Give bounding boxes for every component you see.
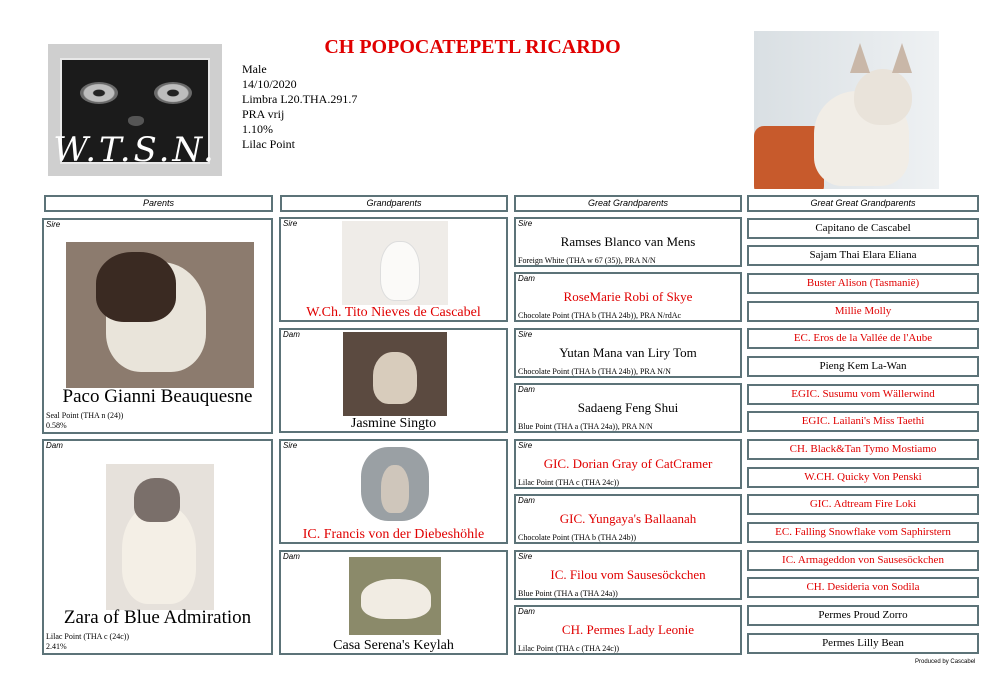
dam-photo (106, 464, 214, 610)
logo-nose-icon (128, 116, 144, 126)
ggp-name: Capitano de Cascabel (815, 222, 911, 234)
great-grandparent-detail: Chocolate Point (THA b (THA 24b)) (518, 533, 636, 542)
header-parents: Parents (44, 195, 273, 212)
ggp-name: CH. Desideria von Sodila (806, 581, 920, 593)
role-label: Dam (46, 441, 63, 450)
ggp-name: EGIC. Lailani's Miss Taethi (801, 415, 925, 427)
great-great-grandparent-box[interactable] (747, 633, 979, 654)
grandparent-box[interactable] (279, 550, 508, 655)
grandparent-name: IC. Francis von der Diebeshöhle (302, 527, 485, 542)
great-grandparent-detail: Blue Point (THA a (THA 24a)), PRA N/N (518, 422, 653, 431)
ggp-name: Sajam Thai Elara Eliana (809, 249, 917, 261)
cat-ear (850, 43, 870, 73)
great-great-grandparent-box[interactable] (747, 301, 979, 322)
ggp-name: EC. Falling Snowflake vom Saphirstern (775, 526, 951, 538)
cat-sex: Male (242, 62, 267, 76)
logo-text: W.T.S.N. (53, 130, 217, 170)
great-great-grandparent-box[interactable] (747, 494, 979, 515)
ggp-name: Millie Molly (834, 305, 892, 317)
great-grandparent-name: GIC. Yungaya's Ballaanah (559, 511, 697, 526)
header-great-great-grandparents: Great Great Grandparents (747, 195, 979, 212)
role-label: Dam (518, 607, 535, 616)
great-grandparent-box[interactable] (514, 383, 742, 433)
dam-percent: 2.41% (46, 642, 67, 651)
dam-name: Zara of Blue Admiration (63, 607, 252, 628)
great-grandparent-detail: Blue Point (THA a (THA 24a)) (518, 589, 618, 598)
role-label: Sire (518, 330, 533, 339)
header-grandparents: Grandparents (280, 195, 508, 212)
great-great-grandparent-box[interactable] (747, 218, 979, 239)
role-label: Dam (518, 496, 535, 505)
header-great-grandparents: Great Grandparents (514, 195, 742, 212)
great-grandparent-detail: Lilac Point (THA c (THA 24c)) (518, 478, 620, 487)
grandparent-photo (361, 447, 429, 521)
logo-left-eye-icon (80, 82, 118, 104)
role-label: Sire (283, 441, 298, 450)
cat-color: Lilac Point (242, 137, 295, 151)
grandparent-box[interactable] (279, 217, 508, 322)
great-grandparent-name: Ramses Blanco van Mens (560, 234, 696, 249)
role-label: Sire (518, 441, 533, 450)
great-great-grandparent-box[interactable] (747, 439, 979, 460)
great-grandparent-detail: Lilac Point (THA c (THA 24c)) (518, 644, 620, 653)
great-grandparent-name: RoseMarie Robi of Skye (563, 289, 693, 304)
great-great-grandparent-box[interactable] (747, 356, 979, 377)
great-grandparent-name: Yutan Mana van Liry Tom (559, 345, 697, 360)
cat-ear (892, 43, 912, 73)
great-grandparent-detail: Foreign White (THA w 67 (35)), PRA N/N (518, 256, 656, 265)
great-great-grandparent-box[interactable] (747, 522, 979, 543)
role-label: Dam (283, 330, 300, 339)
sire-photo (66, 242, 254, 388)
great-grandparent-box[interactable] (514, 550, 742, 600)
role-label: Dam (518, 274, 535, 283)
grandparent-photo (343, 332, 447, 416)
grandparent-photo (342, 221, 448, 305)
ggp-name: W.CH. Quicky Von Penski (804, 471, 922, 483)
great-grandparent-box[interactable] (514, 605, 742, 655)
role-label: Dam (518, 385, 535, 394)
role-label: Sire (518, 219, 533, 228)
cat-name-title: CH POPOCATEPETL RICARDO (324, 36, 621, 58)
great-grandparent-name: IC. Filou vom Sausesöckchen (550, 567, 706, 582)
great-great-grandparent-box[interactable] (747, 245, 979, 266)
ggp-name: EGIC. Susumu vom Wällerwind (791, 388, 935, 400)
great-great-grandparent-box[interactable] (747, 273, 979, 294)
parent-dam-box[interactable] (42, 439, 273, 655)
ggp-name: Permes Proud Zorro (818, 609, 908, 621)
role-label: Sire (283, 219, 298, 228)
great-great-grandparent-box[interactable] (747, 550, 979, 571)
great-grandparent-box[interactable] (514, 272, 742, 322)
great-grandparent-name: Sadaeng Feng Shui (577, 400, 679, 415)
main-cat-photo (754, 31, 939, 189)
great-grandparent-detail: Chocolate Point (THA b (THA 24b)), PRA N/N (518, 367, 671, 376)
cat-info (242, 62, 357, 152)
parent-sire-box[interactable] (42, 218, 273, 434)
great-grandparent-name: CH. Permes Lady Leonie (561, 622, 695, 637)
great-grandparent-box[interactable] (514, 217, 742, 267)
great-great-grandparent-box[interactable] (747, 384, 979, 405)
grandparent-photo (349, 557, 441, 635)
role-label: Sire (518, 552, 533, 561)
great-great-grandparent-box[interactable] (747, 577, 979, 598)
ggp-name: EC. Eros de la Vallée de l'Aube (793, 332, 933, 344)
role-label: Sire (46, 220, 61, 229)
great-grandparent-box[interactable] (514, 494, 742, 544)
cat-birthdate: 14/10/2020 (242, 77, 297, 91)
ggp-name: Buster Alison (Tasmanië) (806, 277, 920, 289)
ggp-name: Pieng Kem La-Wan (819, 360, 907, 372)
great-grandparent-box[interactable] (514, 439, 742, 489)
footer-credit: Produced by Cascabel (915, 659, 976, 665)
ggp-name: CH. Black&Tan Tymo Mostiamo (789, 443, 937, 455)
grandparent-name: Jasmine Singto (350, 416, 437, 431)
ggp-name: IC. Armageddon von Sausesöckchen (782, 554, 944, 566)
great-great-grandparent-box[interactable] (747, 605, 979, 626)
great-grandparent-detail: Chocolate Point (THA b (THA 24b)), PRA N/rdAc (518, 311, 682, 320)
wtsn-logo (48, 44, 222, 176)
ggp-name: Permes Lilly Bean (822, 637, 904, 649)
cat-pra: PRA vrij (242, 107, 285, 121)
grandparent-box[interactable] (279, 328, 508, 433)
great-great-grandparent-box[interactable] (747, 328, 979, 349)
cat-head (854, 69, 912, 125)
logo-right-eye-icon (154, 82, 192, 104)
cat-registration: Limbra L20.THA.291.7 (242, 92, 358, 106)
grandparent-name: Casa Serena's Keylah (333, 638, 454, 653)
sire-percent: 0.58% (46, 421, 67, 430)
cat-inbreeding: 1.10% (242, 122, 273, 136)
grandparent-name: W.Ch. Tito Nieves de Cascabel (306, 305, 481, 320)
role-label: Dam (283, 552, 300, 561)
great-grandparent-name: GIC. Dorian Gray of CatCramer (543, 456, 713, 471)
grandparent-box[interactable] (279, 439, 508, 544)
sire-color: Seal Point (THA n (24)) (46, 411, 124, 420)
great-great-grandparent-box[interactable] (747, 411, 979, 432)
great-great-grandparent-box[interactable] (747, 467, 979, 488)
ggp-name: GIC. Adtream Fire Loki (809, 498, 917, 510)
great-grandparent-box[interactable] (514, 328, 742, 378)
sire-name: Paco Gianni Beauquesne (62, 386, 253, 407)
dam-color: Lilac Point (THA c (24c)) (46, 632, 130, 641)
